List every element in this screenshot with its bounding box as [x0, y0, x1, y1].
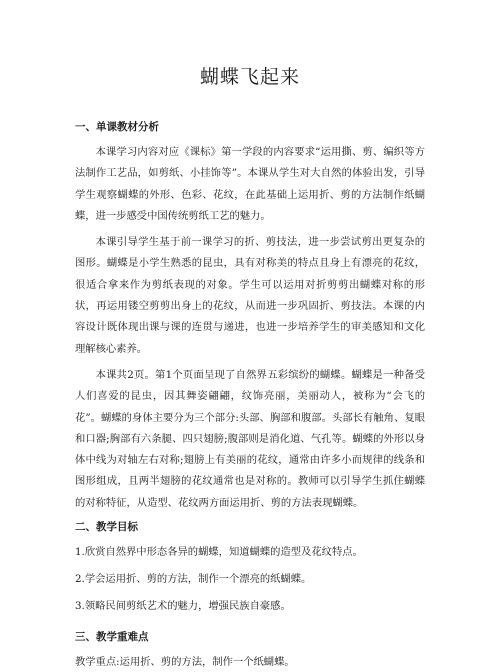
page-title: 蝴蝶飞起来 — [199, 66, 300, 88]
analysis-paragraph: 本课引导学生基于前一课学习的折、剪技法，进一步尝试剪出更复杂的图形。蝴蝶是小学生熟悉的昆虫，具有对称美的特点且身上有漂亮的花纹，很适合拿来作为剪纸表现的对象。学生可以运用对折剪剪出蝴蝶对称的形状，再运用镂空剪剪出身上的花纹，从而进一步巩固折、剪技法。本课的内容设计既体现出课与课的连贯与递进，也进一步培养学生的审美感知和文化理解核心素养。 — [75, 236, 425, 355]
section-heading-analysis: 一、单课教材分析 — [75, 121, 159, 133]
goal-item: 2.学会运用折、剪的方法，制作一个漂亮的纸蝴蝶。 — [75, 573, 312, 586]
key-point-item: 教学重点:运用折、剪的方法，制作一个纸蝴蝶。 — [75, 656, 295, 669]
analysis-paragraph: 本课学习内容对应《课标》第一学段的内容要求“运用撕、剪、编织等方法制作工艺品，如剪纸、小挂饰等”。本课从学生对大自然的体验出发，引导学生观察蝴蝶的外形、色彩、花纹，在此基础上运用折、剪的方法制作纸蝴蝶，进一步感受中国传统剪纸工艺的魅力。 — [75, 146, 425, 222]
analysis-paragraph: 本课共2页。第1个页面呈现了自然界五彩缤纷的蝴蝶。蝴蝶是一种备受人们喜爱的昆虫，因其舞姿翩翩，纹饰亮丽，美丽动人，被称为“会飞的花”。蝴蝶的身体主要分为三个部分:头部、胸部和腹部。头部长有触角、复眼和口器;胸部有六条腿、四只翅膀;腹部则是消化道、气孔等。蝴蝶的外形以身体中线为对轴左右对称;翅膀上有美丽的花纹，通常由许多小而规律的线条和图形组成，且两半翅膀的花纹通常也是对称的。教师可以引导学生抓住蝴蝶的对称特征，从造型、花纹两方面运用折、剪的方法表现蝴蝶。 — [75, 368, 425, 509]
section-heading-goals: 二、教学目标 — [75, 521, 138, 534]
section-heading-key-points: 三、教学重难点 — [75, 631, 149, 644]
goal-item: 1.欣赏自然界中形态各异的蝴蝶，知道蝴蝶的造型及花纹特点。 — [75, 546, 363, 559]
goal-item: 3.领略民间剪纸艺术的魅力，增强民族自豪感。 — [75, 600, 291, 613]
